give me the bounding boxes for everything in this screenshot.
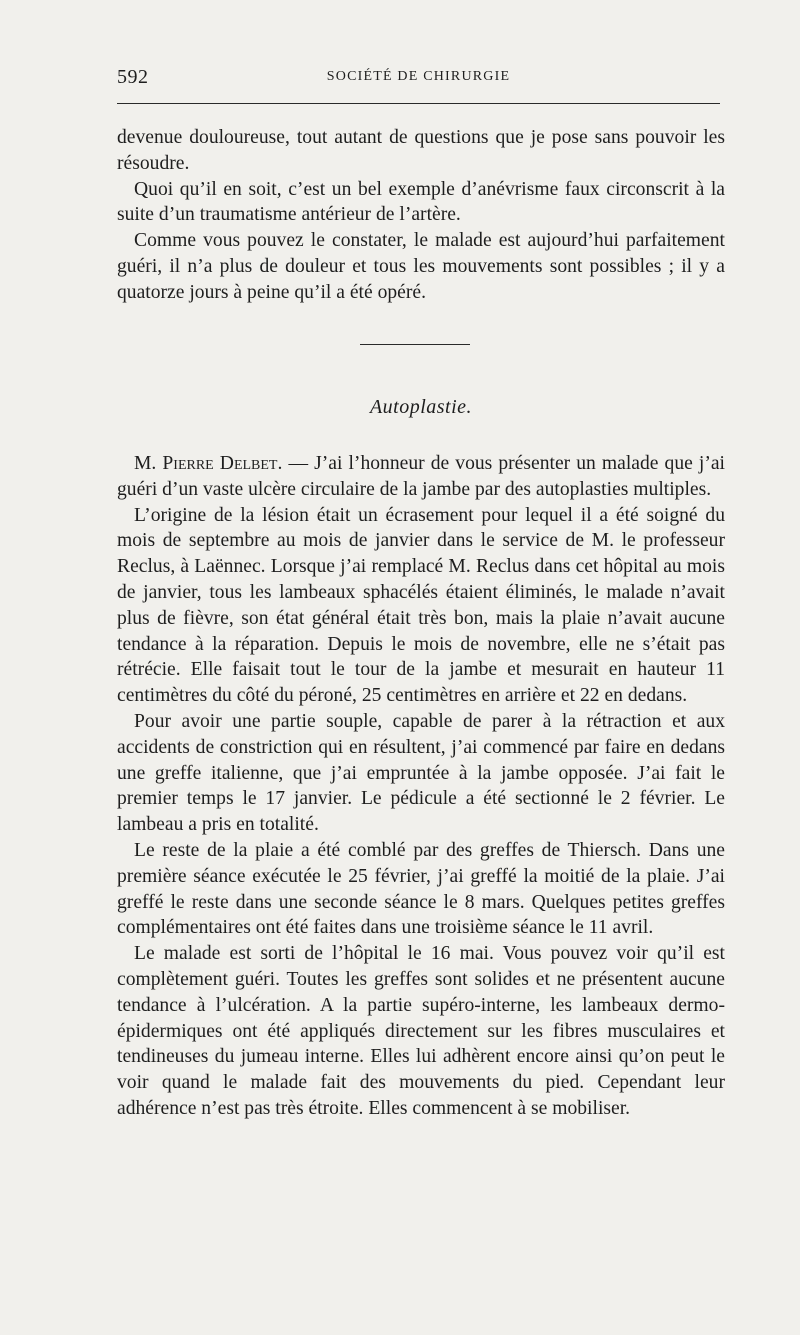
paragraph: Le reste de la plaie a été comblé par des greffes de Thiersch. Dans une première séance exécutée le 25 février, j’ai greffé la moitié de la plaie. J’ai greffé le reste dans une seconde séance le 8 mars. Quelques petites greffes complémentaires ont été faites dans une troisième séance le 11 avril. [117, 839, 725, 939]
paragraph: L’origine de la lésion était un écrasement pour lequel il a été soigné du mois de septembre au mois de janvier dans le service de M. le professeur Reclus, à Laënnec. Lorsque j’ai remplacé M. Reclus dans cet hôpital au mois de janvier, tous les lambeaux sphacélés étaient éliminés, le malade n’avait plus de fièvre, son état général était très bon, mais la plaie n’avait aucune tendance à la réparation. Depuis le mois de novembre, elle ne s’était pas rétrécie. Elle faisait tout le tour de la jambe et mesurait en hauteur 11 centimètres du côté du péroné, 25 centimètres en arrière et 22 en dedans. [117, 504, 725, 707]
running-title: SOCIÉTÉ DE CHIRURGIE [326, 69, 511, 84]
speaker-name: M. Pierre Delbet. [134, 453, 283, 474]
paragraph-opening [117, 451, 725, 503]
paragraph: Comme vous pouvez le constater, le malade est aujourd’hui parfaitement guéri, il n’a plus de douleur et tous les mouvements sont possibles ; il y a quatorze jours à peine qu’il a été opéré. [117, 230, 725, 303]
paragraph: Le malade est sorti de l’hôpital le 16 mai. Vous pouvez voir qu’il est complètement guéri. Toutes les greffes sont solides et ne présentent aucune tendance à l’ulcération. A la partie supéro-interne, les lambeaux dermo-épidermiques ont été appliqués directement sur les fibres musculaires et tendineuses du jumeau interne. Elles lui adhèrent encore ainsi qu’on peut le voir quand le malade fait des mouvements du pied. Cependant leur adhérence n’est pas très étroite. Elles commencent à se mobiliser. [117, 943, 725, 1119]
opening-text: — J’ai l’honneur de vous présenter un malade que j’ai guéri d’un vaste ulcère circulaire de la jambe par des autoplasties multiples. [117, 453, 725, 500]
paragraph: Pour avoir une partie souple, capable de parer à la rétraction et aux accidents de constriction qui en résultent, j’ai commencé par faire en dedans une greffe italienne, que j’ai empruntée à la jambe opposée. J’ai fait le premier temps le 17 janvier. Le pédicule a été sectionné le 2 février. Le lambeau a pris en totalité. [117, 710, 725, 836]
paragraph: Quoi qu’il en soit, c’est un bel exemple d’anévrisme faux circonscrit à la suite d’un traumatisme antérieur de l’artère. [117, 178, 725, 226]
header-rule [117, 103, 720, 104]
section-body [117, 451, 725, 1122]
section-divider [360, 344, 470, 345]
running-head [117, 66, 720, 94]
section-title: Autoplastie. [369, 396, 473, 418]
page-number: 592 [117, 66, 149, 88]
continued-text [117, 125, 725, 306]
paragraph-continued: devenue douloureuse, tout autant de questions que je pose sans pouvoir les résoudre. [117, 127, 725, 174]
